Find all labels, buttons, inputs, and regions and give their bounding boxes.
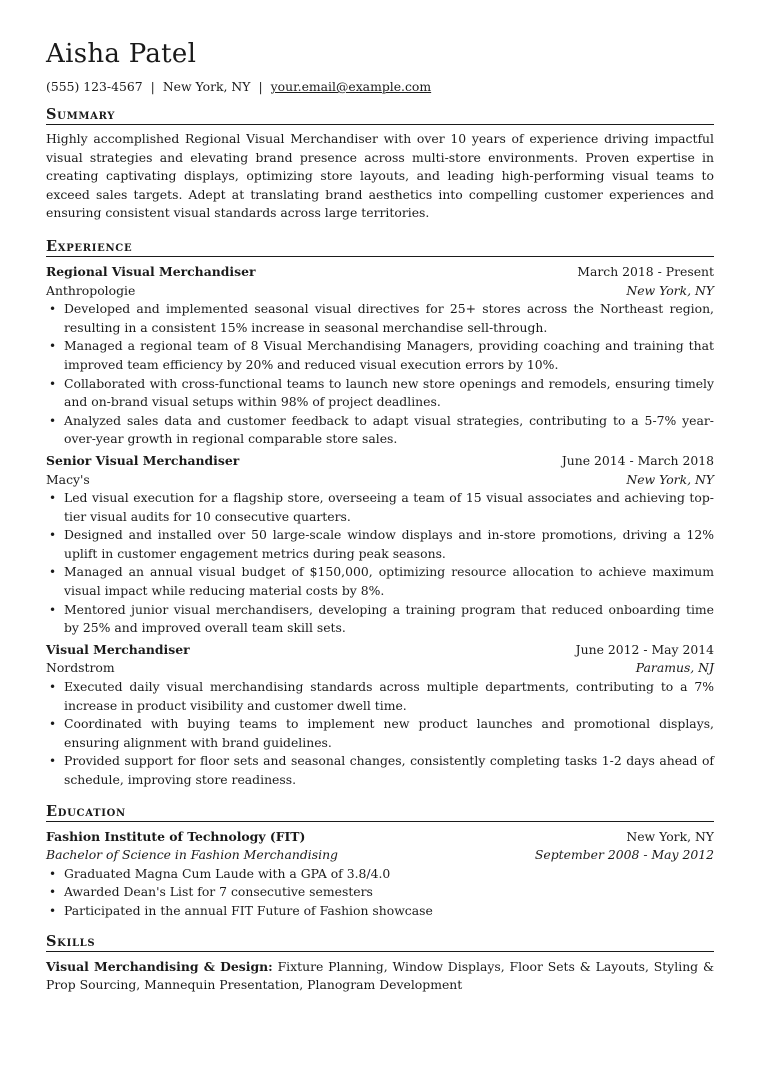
bullet-text: Managed a regional team of 8 Visual Merchandising Managers, providing coaching and training that improved team efficiency by 20% and reduced visual execution errors by 10%. (64, 338, 714, 372)
bullet-text: Executed daily visual merchandising standards across multiple departments, contributing to a 7% increase in product visibility and customer dwell time. (64, 679, 714, 713)
job-title: Regional Visual Merchandiser (46, 263, 256, 279)
job-location: New York, NY (626, 471, 714, 487)
skills-list: Fixture Planning, Window Displays, Floor Sets & Layouts, Styling & Prop Sourcing, Mannequin Presentation, Planogram Development (46, 958, 714, 993)
company-name: Macy's (46, 471, 90, 487)
bullet-text: Designed and installed over 50 large-scale window displays and in-store promotions, driving a 12% uplift in customer engagement metrics during peak seasons. (64, 527, 714, 561)
bullet-text: Managed an annual visual budget of $150,000, optimizing resource allocation to achieve maximum visual impact while reducing material costs by 8%. (64, 564, 714, 599)
job-location: New York, NY (626, 282, 714, 298)
contact-separator: | (150, 79, 155, 94)
bullet-item (46, 563, 714, 600)
bullet-icon: • (49, 717, 57, 732)
job-entry (46, 641, 714, 790)
bullet-text: Collaborated with cross-functional teams to launch new store openings and remodels, ensuring timely and on-brand visual setups within 98% of project deadlines. (64, 375, 714, 410)
bullet-item (46, 752, 714, 789)
bullet-text: Developed and implemented seasonal visual directives for 25+ stores across the Northeast region, resulting in a consistent 15% increase in seasonal merchandise sell-through. (64, 301, 714, 335)
education-subheader (46, 846, 714, 865)
job-location: Paramus, NJ (635, 660, 714, 676)
bullet-text: Graduated Magna Cum Laude with a GPA of 3.8/4.0 (64, 865, 391, 881)
school-name: Fashion Institute of Technology (FIT) (46, 828, 306, 844)
job-bullets (46, 678, 714, 790)
bullet-item (46, 902, 714, 921)
bullet-icon: • (49, 602, 57, 617)
bullet-icon: • (49, 680, 57, 695)
bullet-text: Mentored junior visual merchandisers, developing a training program that reduced onboarding time by 25% and improved overall team skill sets. (64, 601, 714, 636)
bullet-icon: • (49, 413, 57, 428)
bullet-item (46, 337, 714, 374)
bullet-item (46, 412, 714, 449)
job-subheader (46, 471, 714, 490)
bullet-item (46, 883, 714, 902)
bullet-icon: • (49, 339, 57, 354)
bullet-item (46, 715, 714, 752)
job-entry (46, 452, 714, 638)
job-header (46, 452, 714, 471)
bullet-text: Awarded Dean's List for 7 consecutive semesters (64, 884, 373, 900)
bullet-item (46, 300, 714, 337)
school-location: New York, NY (626, 828, 714, 844)
job-title: Senior Visual Merchandiser (46, 452, 240, 468)
skills-entry (46, 958, 714, 995)
bullet-item (46, 865, 714, 884)
job-subheader (46, 659, 714, 678)
bullet-text: Provided support for floor sets and seasonal changes, consistently completing tasks 1-2 days ahead of schedule, improving store readiness. (64, 753, 714, 787)
section-heading-skills: Skills (46, 932, 714, 952)
bullet-icon: • (49, 885, 57, 900)
bullet-icon: • (49, 376, 57, 391)
section-heading-experience: Experience (46, 237, 714, 257)
education-header (46, 828, 714, 847)
job-header (46, 263, 714, 282)
bullet-icon: • (49, 528, 57, 543)
job-header (46, 641, 714, 660)
job-dates: June 2014 - March 2018 (561, 452, 714, 468)
job-subheader (46, 282, 714, 301)
contact-separator: | (258, 79, 263, 94)
email-link[interactable]: your.email@example.com (270, 79, 432, 94)
bullet-text: Participated in the annual FIT Future of Fashion showcase (64, 902, 433, 918)
skills-category-label: Visual Merchandising & Design: (46, 958, 273, 974)
resume-page (46, 38, 714, 995)
bullet-text: Led visual execution for a flagship store, overseeing a team of 15 visual associates and achieving top-tier visual audits for 10 consecutive quarters. (64, 490, 714, 524)
contact-line (46, 78, 714, 96)
job-bullets (46, 300, 714, 449)
bullet-text: Analyzed sales data and customer feedback to adapt visual strategies, contributing to a 5-7% year-over-year growth in regional comparable store sales. (64, 412, 714, 447)
degree-name: Bachelor of Science in Fashion Merchandising (46, 847, 338, 863)
bullet-icon: • (49, 565, 57, 580)
education-entry (46, 828, 714, 921)
education-bullets (46, 865, 714, 921)
bullet-icon: • (49, 866, 57, 881)
education-dates: September 2008 - May 2012 (534, 847, 714, 863)
bullet-text: Coordinated with buying teams to implement new product launches and promotional displays, ensuring alignment with brand guidelines. (64, 716, 714, 750)
bullet-icon: • (49, 903, 57, 918)
bullet-item (46, 375, 714, 412)
job-dates: June 2012 - May 2014 (575, 641, 714, 657)
bullet-icon: • (49, 302, 57, 317)
section-heading-education: Education (46, 802, 714, 822)
bullet-item (46, 601, 714, 638)
candidate-name: Aisha Patel (46, 39, 197, 69)
job-entry (46, 263, 714, 449)
summary-text: Highly accomplished Regional Visual Merchandiser with over 10 years of experience driving impactful visual strategies and elevating brand presence across multi-store environments. Proven expertise in creating captivating displays, optimizing store layouts, and leading high-performing visual teams to exceed sales targets. Adept at translating brand aesthetics into compelling customer experiences and ensuring consistent visual standards across large territories. (46, 131, 714, 221)
bullet-item (46, 526, 714, 563)
location: New York, NY (162, 79, 251, 94)
job-title: Visual Merchandiser (46, 641, 190, 657)
bullet-item (46, 489, 714, 526)
section-heading-summary: Summary (46, 105, 714, 125)
job-dates: March 2018 - Present (577, 263, 714, 279)
job-bullets (46, 489, 714, 638)
company-name: Nordstrom (46, 660, 115, 676)
bullet-icon: • (49, 491, 57, 506)
phone-number: (555) 123-4567 (46, 79, 143, 94)
bullet-item (46, 678, 714, 715)
bullet-icon: • (49, 754, 57, 769)
company-name: Anthropologie (46, 282, 136, 298)
